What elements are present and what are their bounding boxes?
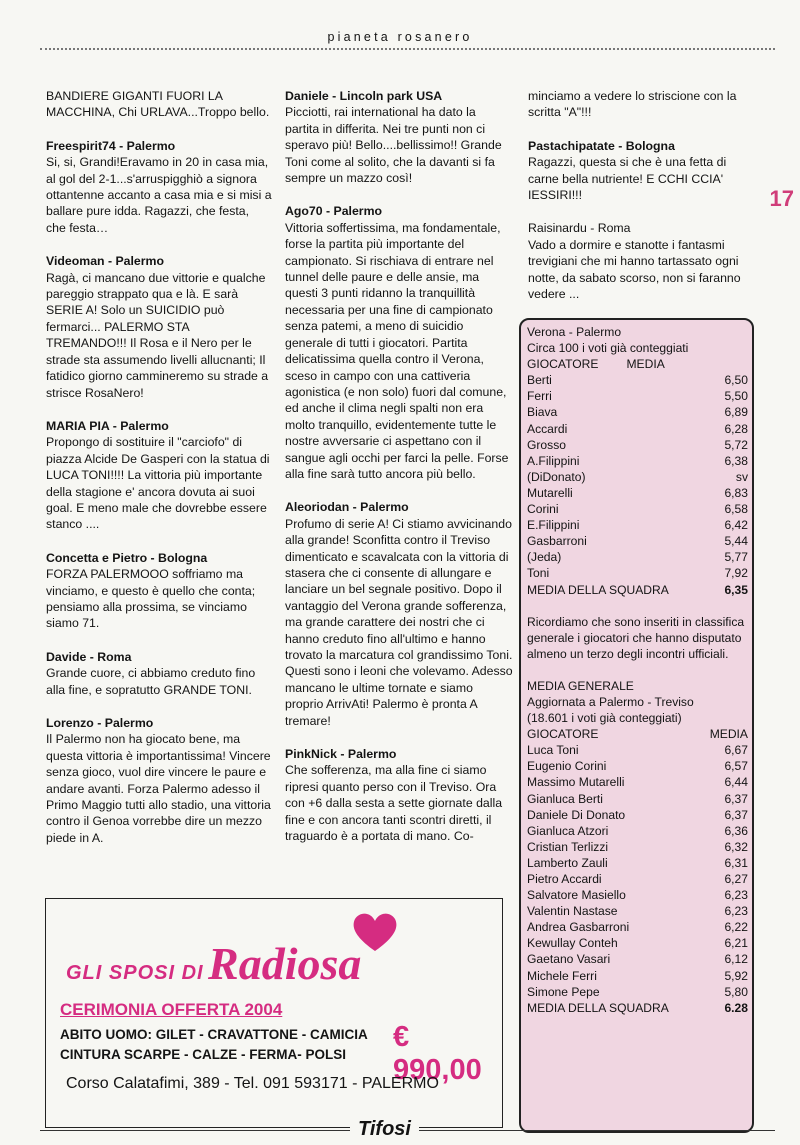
ad-brand-name: Radiosa xyxy=(208,938,362,989)
rating-row xyxy=(527,501,748,517)
comment-post xyxy=(46,649,272,698)
player-rating: 6,58 xyxy=(724,502,748,517)
player-rating: 7,92 xyxy=(724,566,748,581)
comment-text: Propongo di sostituire il "carciofo" di piazza Alcide De Gasperi con la statua di LUCA TONI!!!! La vittoria più importante della stagione e' ancora dovuta ai suoi goal. E meno male che dovrebbe essere stanco .... xyxy=(46,435,270,532)
rating-row xyxy=(527,549,748,565)
comment-author: Daniele - Lincoln park USA xyxy=(285,89,443,103)
comment-post xyxy=(46,138,272,236)
rating-row xyxy=(527,533,748,549)
ad-line-2: CINTURA SCARPE - CALZE - FERMA- POLSI xyxy=(60,1047,346,1062)
match-votes: Circa 100 i voti già conteggiati xyxy=(527,341,689,356)
player-rating: 5,77 xyxy=(724,550,748,565)
player-name: Simone Pepe xyxy=(527,984,600,999)
rating-row xyxy=(527,871,748,887)
general-table-header xyxy=(527,726,748,742)
rating-row xyxy=(527,485,748,501)
ad-address: Corso Calatafimi, 389 - Tel. 091 593171 - PALERMO xyxy=(66,1075,439,1092)
player-name: Mutarelli xyxy=(527,485,573,500)
comment-text: FORZA PALERMOOO soffriamo ma vinciamo, e questo è quello che conta; pensiamo alla prossima, se vinciamo siamo 71. xyxy=(46,567,256,631)
ad-line-1: ABITO UOMO: GILET - CRAVATTONE - CAMICIA xyxy=(60,1027,368,1042)
comment-post xyxy=(285,203,513,482)
rating-row xyxy=(527,388,748,404)
player-name: Michele Ferri xyxy=(527,968,597,983)
comment-post xyxy=(285,746,513,844)
player-name: Toni xyxy=(527,566,550,581)
ratings-note: Ricordiamo che sono inseriti in classifica generale i giocatori che hanno disputato almeno un terzo degli incontri ufficiali. xyxy=(527,614,745,661)
rating-row xyxy=(527,823,748,839)
player-rating: 6,37 xyxy=(724,807,748,822)
col-player-header: GIOCATORE xyxy=(527,357,599,372)
rating-row xyxy=(527,984,748,1000)
player-rating: 5,72 xyxy=(724,437,748,452)
comment-text: Che sofferenza, ma alla fine ci siamo ripresi quanto perso con il Treviso. Ora con +6 dalla sesta a sette giornate dalla fine e con ancora tanti scontri diretti, il traguardo è a portata di mano. Co- xyxy=(285,763,503,844)
footer-logo: Tifosi xyxy=(350,1118,419,1141)
player-rating: 6,12 xyxy=(724,952,748,967)
comment-author: Pastachipatate - Bologna xyxy=(528,138,675,153)
comment-author: MARIA PIA - Palermo xyxy=(46,418,169,433)
player-rating: 6,22 xyxy=(724,920,748,935)
player-name: Lamberto Zauli xyxy=(527,855,608,870)
rating-row xyxy=(527,919,748,935)
rating-row xyxy=(527,517,748,533)
player-name: Ferri xyxy=(527,389,552,404)
player-rating: 5,80 xyxy=(724,984,748,999)
general-team-average xyxy=(527,1000,748,1016)
player-rating: 6,21 xyxy=(724,936,748,951)
match-title: Verona - Palermo xyxy=(527,325,622,339)
general-updated: Aggiornata a Palermo - Treviso xyxy=(527,694,694,709)
comment-author: PinkNick - Palermo xyxy=(285,747,397,762)
match-table-header xyxy=(527,356,748,372)
general-col-avg: MEDIA xyxy=(709,727,748,742)
team-avg-value: 6,35 xyxy=(724,582,748,597)
player-name: Daniele Di Donato xyxy=(527,807,626,822)
comment-author: Lorenzo - Palermo xyxy=(46,716,154,730)
player-rating: 6,89 xyxy=(724,405,748,420)
comment-author: Concetta e Pietro - Bologna xyxy=(46,550,208,565)
player-rating: 5,50 xyxy=(724,389,748,404)
comment-text: minciamo a vedere lo striscione con la scritta "A"!!! xyxy=(528,89,737,120)
rating-row xyxy=(527,855,748,871)
rating-row xyxy=(527,565,748,581)
player-rating: 6,44 xyxy=(724,775,748,790)
player-name: Luca Toni xyxy=(527,743,579,758)
comment-author: Freespirit74 - Palermo xyxy=(46,138,176,153)
player-rating: sv xyxy=(735,469,748,484)
general-team-value: 6.28 xyxy=(724,1000,748,1015)
ad-brand-prefix: GLI SPOSI DI xyxy=(66,962,204,984)
page-number: 17 xyxy=(769,186,794,211)
player-name: Accardi xyxy=(527,421,568,436)
player-name: A.Filippini xyxy=(527,453,580,468)
rating-row xyxy=(527,807,748,823)
rating-row xyxy=(527,437,748,453)
comments-column-3 xyxy=(528,88,756,319)
comment-author: Ago70 - Palermo xyxy=(285,204,383,219)
player-rating: 6,23 xyxy=(724,904,748,919)
rating-row xyxy=(527,791,748,807)
comment-post xyxy=(528,220,756,236)
rating-row xyxy=(527,935,748,951)
page-header-title: pianeta rosanero xyxy=(327,30,473,44)
rating-row xyxy=(527,903,748,919)
comment-post xyxy=(285,499,513,729)
comment-text: Raisinardu - Roma xyxy=(528,221,631,236)
player-name: Cristian Terlizzi xyxy=(527,839,609,854)
general-title: MEDIA GENERALE xyxy=(527,678,634,693)
player-rating: 6,36 xyxy=(724,823,748,838)
comment-text: BANDIERE GIGANTI FUORI LA MACCHINA, Chi URLAVA...Troppo bello. xyxy=(46,89,270,120)
comments-column-1 xyxy=(46,88,272,863)
player-rating: 6,32 xyxy=(724,839,748,854)
comment-post xyxy=(528,138,756,204)
comment-author: Videoman - Palermo xyxy=(46,254,164,269)
player-rating: 6,37 xyxy=(724,791,748,806)
comment-text: Ragà, ci mancano due vittorie e qualche pareggio strappato qua e là. E sarà SERIE A! Solo un SUICIDIO può fermarci... PALERMO STA TREMANDO!!! Il Rosa e il Nero per le strade sta assumendo livelli allucnanti; Il fatidico giorno cammineremo su strade a strisce RosaNero! xyxy=(46,270,269,400)
player-name: E.Filippini xyxy=(527,518,580,533)
ad-price: € 990,00 xyxy=(393,1021,482,1086)
player-name: Grosso xyxy=(527,437,566,452)
general-col-player: GIOCATORE xyxy=(527,727,599,742)
general-ratings-list xyxy=(527,742,748,1000)
rating-row xyxy=(527,951,748,967)
player-name: Pietro Accardi xyxy=(527,872,602,886)
player-rating: 6,28 xyxy=(724,421,748,436)
player-name: Kewullay Conteh xyxy=(527,936,618,951)
player-name: Eugenio Corini xyxy=(527,759,607,774)
player-name: Berti xyxy=(527,373,552,388)
rating-row xyxy=(527,968,748,984)
team-avg-label: MEDIA DELLA SQUADRA xyxy=(527,582,669,597)
header-divider xyxy=(40,48,775,50)
player-name: Salvatore Masiello xyxy=(527,888,626,903)
player-name: Andrea Gasbarroni xyxy=(527,920,630,935)
player-rating: 6,42 xyxy=(724,518,748,533)
rating-row xyxy=(527,404,748,420)
match-team-average xyxy=(527,582,748,598)
rating-row xyxy=(527,469,748,485)
rating-row xyxy=(527,453,748,469)
player-rating: 6,38 xyxy=(724,453,748,468)
rating-row xyxy=(527,742,748,758)
rating-row xyxy=(527,839,748,855)
player-name: (DiDonato) xyxy=(527,469,586,484)
player-rating: 6,23 xyxy=(724,888,748,903)
comment-text: Profumo di serie A! Ci stiamo avvicinando alla grande! Sconfitta contro il Treviso dimenticato e scavalcata con la vittoria di stasera che ci consente di allungare e lanciare un bel segnale positivo. Dopo il vantaggio del Verona grande sofferenza, ma grande carattere dei nostri che ci hanno creduto fino all'ultimo e hanno trovato la marcatura col grandissimo Toni. Questi sono i leoni che volevamo. Adesso mancano le ultime tornate e siamo proprio ArrivAti! Palermo è pronta A tremare! xyxy=(285,516,513,728)
comments-column-2 xyxy=(285,88,513,861)
comment-text: Grande cuore, ci abbiamo creduto fino alla fine, e sopratutto GRANDE TONI. xyxy=(46,666,256,697)
player-rating: 6,50 xyxy=(724,373,748,388)
player-rating: 6,57 xyxy=(724,759,748,774)
rating-row xyxy=(527,372,748,388)
comment-text: Picciotti, rai international ha dato la partita in differita. Nei tre punti non ci speravo più! Bello....bellissimo!! Grande Toni come al solito, che la davanti si fa sempre un mazzo così! xyxy=(285,105,502,186)
comment-post xyxy=(528,237,756,303)
rating-row xyxy=(527,774,748,790)
player-rating: 6,31 xyxy=(724,855,748,870)
col-avg-header: MEDIA xyxy=(626,357,665,372)
rating-row xyxy=(527,758,748,774)
comment-text: Vado a dormire e stanotte i fantasmi trevigiani che mi hanno tartassato ogni notte, da sabato scorso, non si faranno vedere ... xyxy=(528,237,741,302)
player-name: Gianluca Atzori xyxy=(527,823,609,838)
comment-post xyxy=(46,550,272,632)
comment-text: Vittoria soffertissima, ma fondamentale, forse la partita più importante del campionato. Si rischiava di entrare nel tunnel delle paure e delle ansie, ma questi 3 punti ridanno la tranquillità necessaria per una fine di campionato senza patemi, a meno di suicidio generale di tutti i giocatori. Partita delicatissima quella contro il Verona, sceso in campo con una cattiveria agonistica (e non solo) fuori dal comune, ed anche il clima negli spalti non era molto tranquillo, evidentemente tutte le nostre avversarie ci aspettano con il sangue agli occhi per farci la pelle. Forse alla fine sarà tutto ancora più bello. xyxy=(285,220,509,481)
comment-post xyxy=(285,88,513,186)
ratings-box xyxy=(519,318,754,1133)
advertisement-radiosa xyxy=(45,898,503,1128)
player-name: Corini xyxy=(527,502,559,517)
general-votes: (18.601 i voti già conteggiati) xyxy=(527,711,682,726)
comment-post xyxy=(46,253,272,401)
player-name: Gianluca Berti xyxy=(527,791,603,806)
comment-author: Aleoriodan - Palermo xyxy=(285,500,409,515)
rating-row xyxy=(527,421,748,437)
player-name: Gasbarroni xyxy=(527,534,587,549)
comment-post xyxy=(46,88,272,121)
comment-author: Davide - Roma xyxy=(46,649,132,664)
rating-row xyxy=(527,887,748,903)
player-name: (Jeda) xyxy=(527,550,562,565)
player-rating: 6,67 xyxy=(724,743,748,758)
match-ratings-list xyxy=(527,372,748,581)
comment-post xyxy=(46,418,272,533)
player-name: Massimo Mutarelli xyxy=(527,775,625,790)
comment-post xyxy=(46,715,272,846)
player-name: Gaetano Vasari xyxy=(527,952,611,967)
player-rating: 5,92 xyxy=(724,968,748,983)
player-name: Valentin Nastase xyxy=(527,904,618,919)
player-rating: 6,27 xyxy=(724,872,748,886)
comment-post xyxy=(528,88,756,121)
general-team-label: MEDIA DELLA SQUADRA xyxy=(527,1000,669,1015)
player-rating: 6,83 xyxy=(724,485,748,500)
ad-offer-title: CERIMONIA OFFERTA 2004 xyxy=(60,1000,283,1019)
comment-text: Ragazzi, questa si che è una fetta di carne bella nutriente! E CCHI CCIA' IESSIRI!!! xyxy=(528,155,727,203)
player-name: Biava xyxy=(527,405,558,420)
comment-text: Il Palermo non ha giocato bene, ma questa vittoria è importantissima! Vincere senza gioco, vuol dire vincere le paure e andare avanti. Forza Palermo adesso il Primo Maggio tutti allo stadio, una vittoria contro il Genoa vorrebbe dire un mezzo piede in A. xyxy=(46,732,271,845)
ad-brand xyxy=(66,937,486,990)
player-rating: 5,44 xyxy=(724,534,748,549)
comment-text: Si, si, Grandi!Eravamo in 20 in casa mia, al gol del 2-1...s'arruspigghiò a signora ottantenne accanto a casa mia e si misi a ballare pure idda. Ragazzi, che festa, che festa… xyxy=(46,155,272,235)
